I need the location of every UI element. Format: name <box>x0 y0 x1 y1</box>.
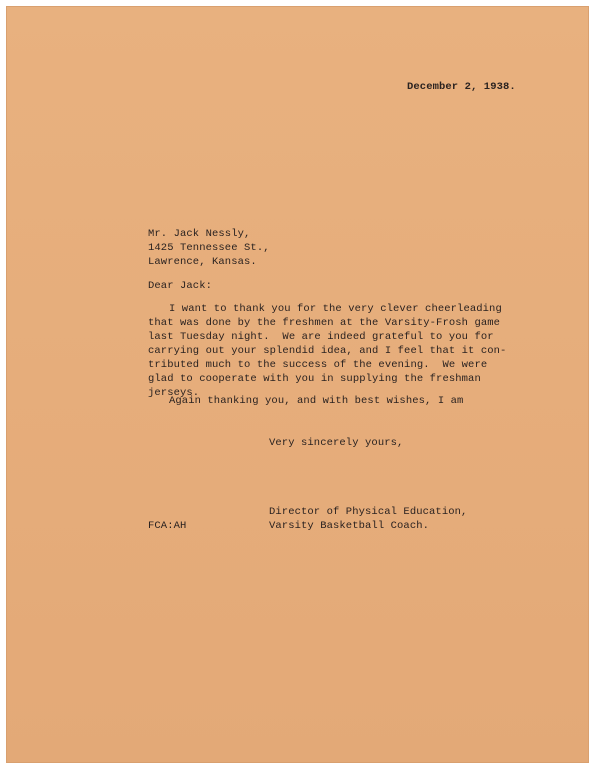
complimentary-close: Very sincerely yours, <box>269 437 404 449</box>
recipient-name: Mr. Jack Nessly, <box>148 228 251 240</box>
recipient-city: Lawrence, Kansas. <box>148 256 257 268</box>
signature-title-1: Director of Physical Education, <box>269 506 468 518</box>
body-line-7: jerseys. <box>148 387 200 399</box>
letter-page <box>6 6 589 763</box>
closing-paragraph: Again thanking you, and with best wishes, I am <box>169 395 464 407</box>
reference-initials: FCA:AH <box>148 520 187 532</box>
body-line-2: that was done by the freshmen at the Varsity-Frosh game <box>148 317 501 329</box>
recipient-street: 1425 Tennessee St., <box>148 242 270 254</box>
body-line-5: tributed much to the success of the evening. We were <box>148 359 488 371</box>
body-line-1: I want to thank you for the very clever cheerleading <box>169 303 502 315</box>
letter-date: December 2, 1938. <box>407 81 516 93</box>
body-line-6: glad to cooperate with you in supplying the freshman <box>148 373 481 385</box>
body-line-4: carrying out your splendid idea, and I feel that it con- <box>148 345 507 357</box>
signature-title-2: Varsity Basketball Coach. <box>269 520 430 532</box>
body-line-3: last Tuesday night. We are indeed grateful to you for <box>148 331 494 343</box>
salutation: Dear Jack: <box>148 280 213 292</box>
